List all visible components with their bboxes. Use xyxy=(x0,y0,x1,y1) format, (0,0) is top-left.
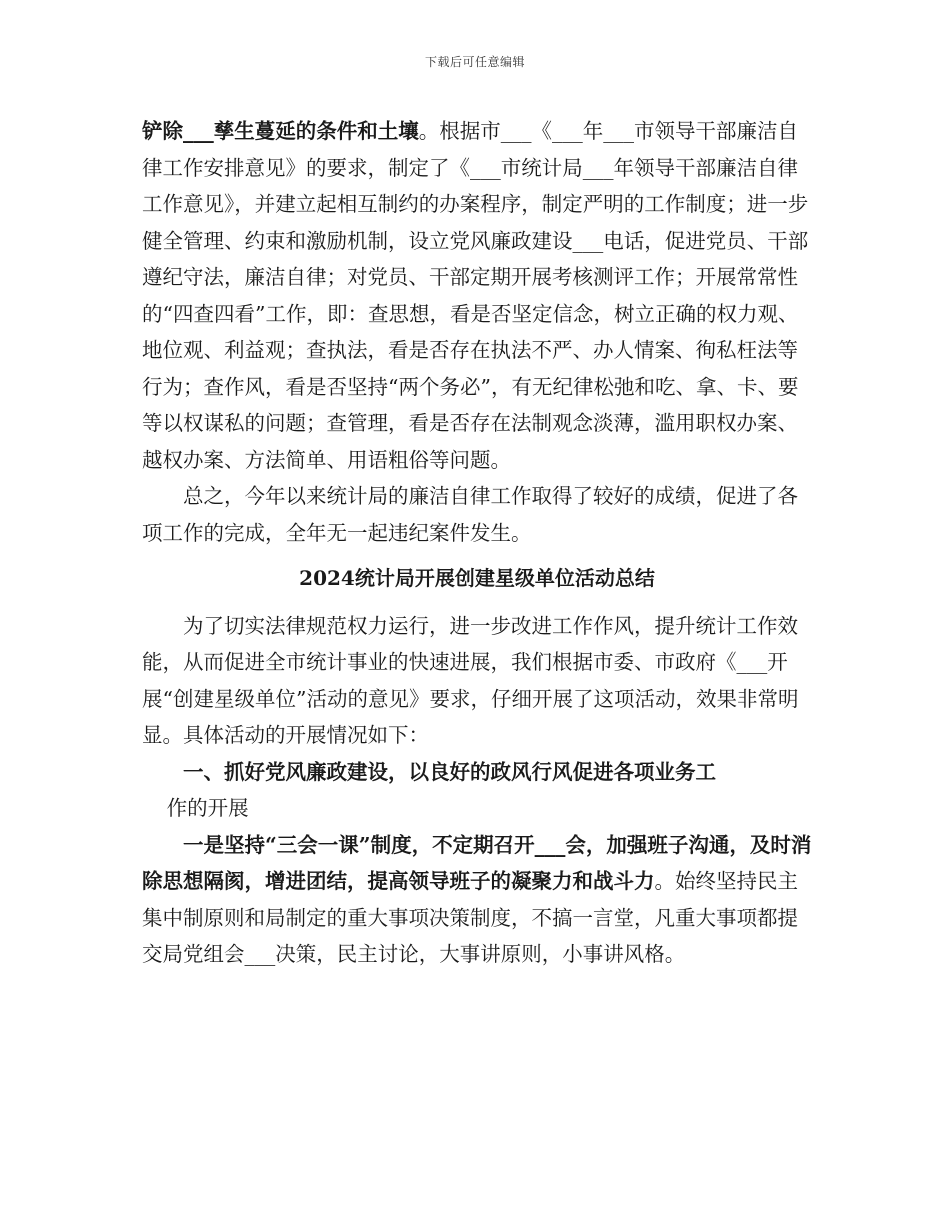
section-heading-1-continuation: 作的开展 xyxy=(166,796,249,820)
bold-lead-text: 一是坚持“三会一课”制度，不定期召开___会，加强班子沟通，及时消除思想隔阂，增进团结，提高领导班子的凝聚力和战斗力 xyxy=(142,832,812,893)
paragraph-three-meetings xyxy=(142,827,812,973)
document-body xyxy=(142,113,812,973)
paragraph-summary: 总之，今年以来统计局的廉洁自律工作取得了较好的成绩，促进了各项工作的完成，全年无一起违纪案件发生。 xyxy=(142,484,798,545)
paragraph-text: 。始终坚持民主集中制原则和局制定的重大事项决策制度，不搞一言堂，凡重大事项都提交局党组会___决策，民主讨论，大事讲原则，小事讲风格。 xyxy=(142,869,798,966)
bold-lead-text: 铲除___孳生蔓延的条件和土壤 xyxy=(142,119,419,143)
paragraph-text: 。根据市___《___年___市领导干部廉洁自律工作安排意见》的要求，制定了《___市统计局___年领导干部廉洁自律工作意见》，并建立起相互制约的办案程序，制定严明的工作制度；进一步健全管理、约束和激励机制，设立党风廉政建设___电话，促进党员、干部遵纪守法，廉洁自律；对党员、干部定期开展考核测评工作；开展常常性的“四查四看”工作，即：查思想，看是否坚定信念，树立正确的权力观、地位观、利益观；查执法，看是否存在执法不严、办人情案、徇私枉法等行为；查作风，看是否坚持“两个务必”，有无纪律松弛和吃、拿、卡、要等以权谋私的问题；查管理，看是否存在法制观念淡薄，滥用职权办案、越权办案、方法简单、用语粗俗等问题。 xyxy=(142,119,809,472)
document-title: 2024统计局开展创建星级单位活动总结 xyxy=(299,566,655,590)
page-header: 下载后可任意编辑 xyxy=(424,55,525,69)
paragraph-anti-corruption-measures xyxy=(142,113,812,478)
section-heading-1: 一、抓好党风廉政建设，以良好的政风行风促进各项业务工 xyxy=(183,759,716,784)
paragraph-introduction: 为了切实法律规范权力运行，进一步改进工作作风，提升统计工作效能，从而促进全市统计事业的快速进展，我们根据市委、市政府《___开展“创建星级单位”活动的意见》要求，仔细开展了这项活动，效果非常明显。具体活动的开展情况如下： xyxy=(142,613,799,747)
